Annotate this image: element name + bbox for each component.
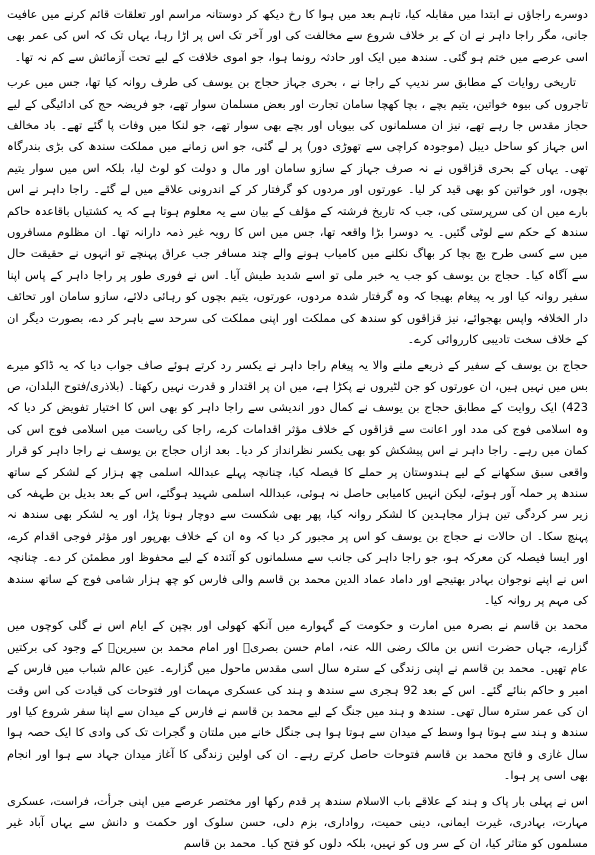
document-page bbox=[7, 4, 588, 851]
paragraph-5: اس نے پہلی بار پاک و ہند کے علاقے باب الاسلام سندھ پر قدم رکھا اور مختصر عرصے میں اپنی جرأت، فراست، عسکری مہارت، بہادری، غیرت ایمانی، دینی حمیت، رواداری، بزم دلی، حسن سلوک اور حکمت و دانش سے یہاں آباد غیر مسلموں کو متاثر کیا، ان کے سر وں کو نہیں، بلکہ دلوں کو فتح کیا۔ محمد بن قاسم bbox=[7, 793, 588, 851]
paragraph-1: دوسرے راجاؤں نے ابتدا میں مقابلہ کیا، تاہم بعد میں ہوا کا رخ دیکھ کر دوستانہ مراسم اور تعلقات قائم کرنے میں عافیت جانی، مگر راجا داہر نے ان کے بر خلاف شروع سے مخالفت کی اور آخر تک اس پر اڑا رہا، یہاں تک کہ اس کی عمر بھی اسی عرصے میں ختم ہو گئی۔ سندھ میں ایک اور حادثہ رونما ہوا، جو اموی خلافت کے لیے تحت آزمائش سے کم نہ تھا۔ bbox=[7, 7, 588, 64]
paragraph-4: محمد بن قاسم نے بصرہ میں امارت و حکومت کے گہوارے میں آنکھ کھولی اور بچپن کے ایام اس نے گلی کوچوں میں گزارے، جہاں حضرت انس بن مالک رضی اللہ عنہ، امام حسن بصریؒ اور امام محمد بن سیرینؒ کے وجود کی برکتیں عام تھیں۔ محمد بن قاسم نے اپنی زندگی کے سترہ سال اسی مقدس ماحول میں گزارے۔ عین عالم شباب میں فارس کے امیر و حاکم بنائے گئے۔ اس کے بعد 92 ہجری سے سندھ و ہند کی عسکری مہمات اور فتوحات کی قیادت کی اس وقت ان کی عمر سترہ سال تھی۔ سندھ و ہند میں جنگ کے لیے محمد بن قاسم نے فارس کے میدان سے اپنا سفر شروع کیا اور سندھ و ہند سے ہوتا ہوا وسط کے میدان سے ہوتا ہوا ہی جنگل خانے میں ملتان و گجرات تک کی وادی کا ایک حصہ ہوا سال غازی و فاتح محمد بن قاسم فتوحات حاصل کرتے رہے۔ ان کی اولین زندگی کا آغاز میدان جہاد سے ہوا اور انجام بھی اسی پر ہوا۔ bbox=[7, 618, 588, 783]
paragraph-3: حجاج بن یوسف کے سفیر کے ذریعے ملنے والا یہ پیغام راجا داہر نے یکسر رد کرتے ہوئے صاف جواب دیا کہ یہ ڈاکو میرے بس میں نہیں ہیں، ان عورتوں کو جن لٹیروں نے پکڑا ہے، میں ان پر اقتدار و قدرت نہیں رکھتا۔ (بلاذری/فتوح البلدان، ص 423) ایک روایت کے مطابق حجاج بن یوسف نے کمال دور اندیشی سے راجا داہر کو بھی اس کا اختیار تفویض کر دیا کہ وہ اسلامی فوج کی مدد اور اعانت سے قزاقوں کے خلاف مؤثر اقدامات کرے، راجا کی ریاست میں اسلامی فوج اس کی کمان میں رہے۔ راجا داہر نے اس پیشکش کو بھی یکسر نظرانداز کر دیا۔ بعد ازاں حجاج بن یوسف نے راجا داہر کو قرار واقعی سبق سکھانے کے لیے ہندوستان پر حملے کا فیصلہ کیا، چنانچہ پہلے عبداللہ اسلمی چھ ہزار کے لشکر کے ساتھ سندھ پر حملہ آور ہوئے، لیکن انہیں کامیابی حاصل نہ ہوئی، عبداللہ اسلمی شہید ہوگئے، اس کے بعد بدیل بن طہفہ کی زیر سر کردگی تین ہزار مجاہدین کا لشکر روانہ کیا، پھر بھی شکست سے دوچار ہونا پڑا، اور یہ لشکر بھی سندھ نہ پہنچ سکا۔ ان حالات نے حجاج بن یوسف کو اس پر مجبور کر دیا کہ وہ ان کے خلاف بھرپور اور مؤثر فوجی اقدام کرے، اور ایسا فیصلہ کن معرکہ ہو، جو راجا داہر کی جانب سے مسلمانوں کو آئندہ کے لیے محفوظ اور مطمئن کر دے۔ چنانچہ اس نے اپنے نوجوان بہادر بھتیجے اور داماد عماد الدین محمد بن قاسم والی فارس کو چھ ہزار شامی فوج کے ساتھ سندھ کی مہم پر روانہ کیا۔ bbox=[7, 357, 588, 607]
paragraph-2: تاریخی روایات کے مطابق سر ندیپ کے راجا نے ، بحری جہاز حجاج بن یوسف کی طرف روانہ کیا تھا، جس میں عرب تاجروں کی بیوہ خواتین، یتیم بچے ، بچا کھچا سامان تجارت اور بعض مسلمان سوار تھے، جو فریضہ حج کی ادائیگی کے لیے حجاز مقدس جا رہے تھے، نیز ان مسلمانوں کی بیویاں اور بچے بھی سوار تھے، جو لنکا میں وفات پا گئے تھے۔ باد مخالف اس جہاز کو ساحل دیبل (موجودہ کراچی سے تھوڑی دور) پر لے گئی، جو اس زمانے میں مملکت سندھ کی بڑی بندرگاہ تھی۔ یہاں کے بحری قزاقوں نے نہ صرف جہاز کے سازو سامان اور مال و دولت کو لوٹ لیا، بلکہ اس میں سوار یتیم بچوں، اور خواتین کو بھی قید کر لیا۔ عورتوں اور مردوں کو گرفتار کر کے اندرونی علاقے میں لے گئے۔ راجا داہر نے اس بارے میں ان کی سرپرستی کی، جب کہ تاریخ فرشتہ کے مؤلف کے بیان سے یہ معلوم ہوتا ہے کہ یہ کشتیاں باقاعدہ حاکم سندھ کے حکم سے لوٹی گئیں۔ یہ دوسرا بڑا واقعہ تھا، جس میں اس کا رویہ غیر ذمہ دارانہ تھا۔ ان مظلوم مسافروں میں سے کسی طرح بچ بچا کر بھاگ نکلنے میں کامیاب ہونے والے چند مسافر جب عراق پہنچے تو انہوں نے حقیقت حال سے آگاہ کیا۔ حجاج بن یوسف کو جب یہ خبر ملی تو اسے شدید طیش آیا۔ اس نے فوری طور پر راجا داہر کے پاس اپنا سفیر روانہ کیا اور یہ پیغام بھیجا کہ وہ گرفتار شدہ مردوں، عورتوں، یتیم بچوں کو رہائی دلائے، سازو سامان اور تحائف دار الخلافہ واپس بھجوائے، نیز قزاقوں کو سندھ کی مملکت اور اپنی مملکت کی سرحد سے باہر کر دے، بصورت دیگر ان کے خلاف سخت تادیبی کارروائی کرے۔ bbox=[7, 75, 588, 347]
